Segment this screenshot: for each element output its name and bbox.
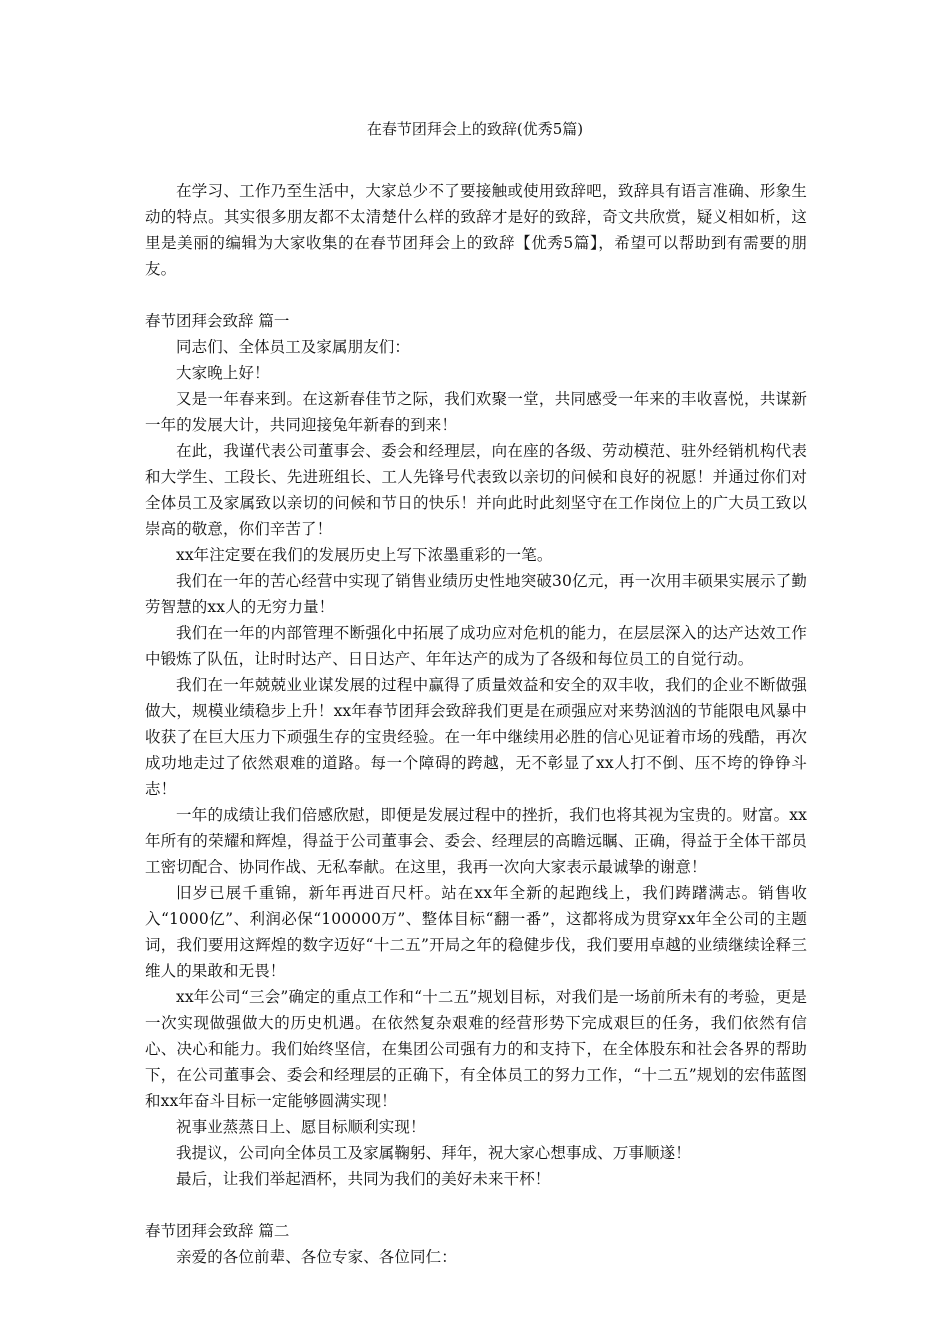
paragraph: 同志们、全体员工及家属朋友们： — [176, 338, 411, 356]
paragraph: 我们在一年兢兢业业谋发展的过程中赢得了质量效益和安全的双丰收，我们的企业不断做强做大，规模业绩稳步上升！xx年春节团拜会致辞我们更是在顽强应对来势汹汹的节能限电风暴中收获了在巨大压力下顽强生存的宝贵经验。在一年中继续用必胜的信心见证着市场的残酷，再次成功地走过了依然艰难的道路。每一个障碍的跨越，无不彰显了xx人打不倒、压不垮的铮铮斗志！ — [145, 676, 807, 798]
paragraph: 最后，让我们举起酒杯，共同为我们的美好未来干杯！ — [176, 1170, 551, 1188]
document-title: 在春节团拜会上的致辞(优秀5篇) — [366, 120, 584, 138]
paragraph: 旧岁已展千重锦，新年再进百尺杆。站在xx年全新的起跑线上，我们踌躇满志。销售收入“1000亿”、利润必保“100000万”、整体目标“翻一番”，这都将成为贯穿xx年全公司的主题词，我们要用这辉煌的数字迈好“十二五”开局之年的稳健步伐，我们要用卓越的业绩继续诠释三维人的果敢和无畏！ — [145, 884, 807, 980]
paragraph: xx年公司“三会”确定的重点工作和“十二五”规划目标，对我们是一场前所未有的考验，更是一次实现做强做大的历史机遇。在依然复杂艰难的经营形势下完成艰巨的任务，我们依然有信心、决心和能力。我们始终坚信，在集团公司强有力的和支持下，在全体股东和社会各界的帮助下，在公司董事会、委会和经理层的正确下，有全体员工的努力工作，“十二五”规划的宏伟蓝图和xx年奋斗目标一定能够圆满实现！ — [145, 988, 807, 1110]
paragraph-gap — [145, 1192, 807, 1218]
document-body — [145, 178, 807, 1270]
section-heading-1: 春节团拜会致辞 篇一 — [145, 312, 290, 330]
paragraph: 在此，我谨代表公司董事会、委会和经理层，向在座的各级、劳动模范、驻外经销机构代表和大学生、工段长、先进班组长、工人先锋号代表致以亲切的问候和良好的祝愿！并通过你们对全体员工及家属致以亲切的问候和节日的快乐！并向此时此刻坚守在工作岗位上的广大员工致以崇高的敬意，你们辛苦了！ — [145, 442, 807, 538]
paragraph: 大家晚上好！ — [176, 364, 270, 382]
paragraph: 又是一年春来到。在这新春佳节之际，我们欢聚一堂，共同感受一年来的丰收喜悦，共谋新一年的发展大计，共同迎接兔年新春的到来！ — [145, 390, 807, 434]
paragraph: xx年注定要在我们的发展历史上写下浓墨重彩的一笔。 — [176, 546, 553, 564]
intro-paragraph: 在学习、工作乃至生活中，大家总少不了要接触或使用致辞吧，致辞具有语言准确、形象生动的特点。其实很多朋友都不太清楚什么样的致辞才是好的致辞，奇文共欣赏，疑义相如析，这里是美丽的编辑为大家收集的在春节团拜会上的致辞【优秀5篇】，希望可以帮助到有需要的朋友。 — [145, 182, 807, 278]
paragraph: 我们在一年的苦心经营中实现了销售业绩历史性地突破30亿元，再一次用丰硕果实展示了勤劳智慧的xx人的无穷力量！ — [145, 572, 807, 616]
paragraph: 我提议，公司向全体员工及家属鞠躬、拜年，祝大家心想事成、万事顺遂！ — [176, 1144, 691, 1162]
section-heading-2: 春节团拜会致辞 篇二 — [145, 1222, 290, 1240]
paragraph: 亲爱的各位前辈、各位专家、各位同仁： — [176, 1248, 457, 1266]
paragraph: 一年的成绩让我们倍感欣慰，即便是发展过程中的挫折，我们也将其视为宝贵的。财富。xx年所有的荣耀和辉煌，得益于公司董事会、委会、经理层的高瞻远瞩、正确，得益于全体干部员工密切配合、协同作战、无私奉献。在这里，我再一次向大家表示最诚挚的谢意！ — [145, 806, 807, 876]
paragraph: 我们在一年的内部管理不断强化中拓展了成功应对危机的能力，在层层深入的达产达效工作中锻炼了队伍，让时时达产、日日达产、年年达产的成为了各级和每位员工的自觉行动。 — [145, 624, 807, 668]
paragraph: 祝事业蒸蒸日上、愿目标顺利实现！ — [176, 1118, 426, 1136]
paragraph-gap — [145, 282, 807, 308]
